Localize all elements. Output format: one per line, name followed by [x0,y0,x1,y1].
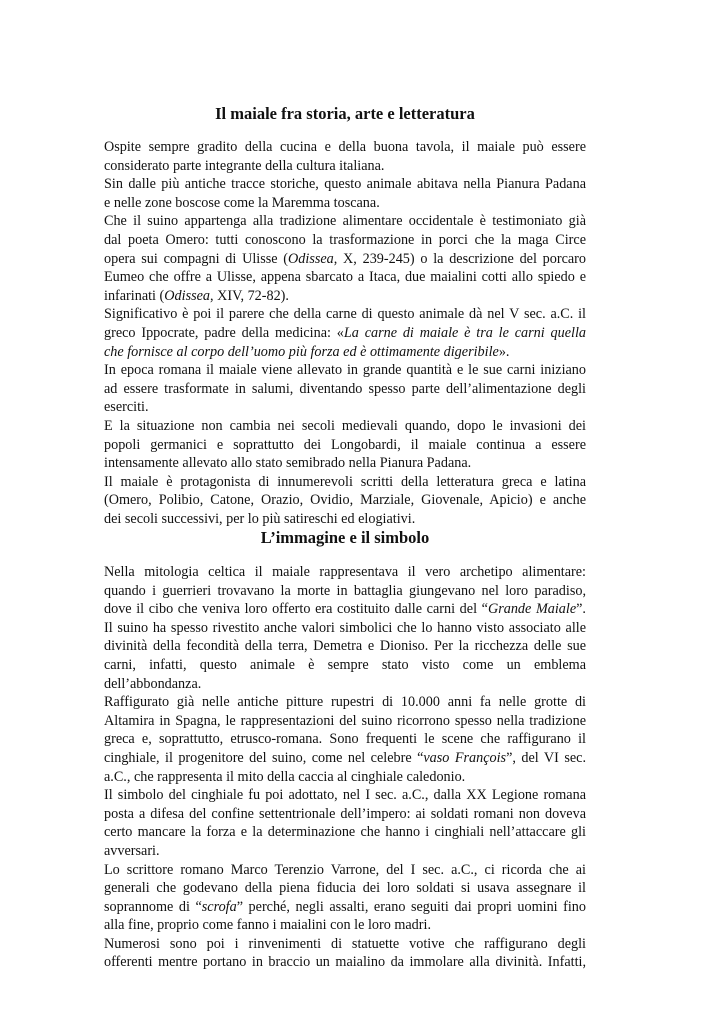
text-line: Nella mitologia celtica il maiale rappresentava il vero archetipo alimentare: [104,564,586,580]
text-line: In epoca romana il maiale viene allevato in grande quantità e le sue carni iniziano [104,362,586,379]
text-line: Numerosi sono poi i rinvenimenti di statuette votive che raffigurano degli [104,935,586,952]
text-line: certo mancare la forza e la determinazione che hanno i cinghiali nell’attaccare gli [104,824,586,841]
text-line: ad essere trasformate in salumi, diventando spesso parte dell’alimentazione degli [104,380,586,397]
text-line: Ospite sempre gradito della cucina e della buona tavola, il maiale può essere [104,139,586,155]
text-line: posta a difesa del confine settentrionale dell’impero: ai soldati romani non doveva [104,805,586,822]
italic-term: Grande Maiale [487,601,577,618]
text-line: opera sui compagni di Ulisse (Odissea, X, 239-245) o la descrizione del porcaro [104,250,586,267]
italic-quote: La carne di maiale è tra le carni quella [343,324,586,341]
text-line: considerato parte integrante della cultura italiana. [104,157,385,174]
text-line: dove il cibo che veniva loro offerto era costituito dalle carni del “Grande Maiale”. [104,601,586,618]
text-line: Il simbolo del cinghiale fu poi adottato, nel I sec. a.C., dalla XX Legione romana [104,787,586,804]
section-body-history [104,138,586,528]
text-line: dei secoli successivi, per lo più satireschi ed elogiativi. [104,510,416,527]
text-line: greca e, soprattutto, etrusco-romana. Sono frequenti le scene che raffigurano il [104,731,586,748]
italic-term: scrofa [201,898,237,915]
italic-title: Odissea [164,287,210,304]
text-line: a.C., che rappresenta il mito della caccia al cinghiale caledonio. [104,768,466,785]
text-line: Il maiale è protagonista di innumerevoli scritti della letteratura greca e latina [104,473,586,490]
text-line: (Omero, Polibio, Catone, Orazio, Ovidio, Marziale, Giovenale, Apicio) e anche [104,492,586,509]
text-line: che fornisce al corpo dell’uomo più forza ed è ottimamente digeribile». [104,343,510,360]
text-line: offerenti mentre portano in braccio un maialino da immolare alla divinità. Infatti, [104,954,586,971]
text-line: Lo scrittore romano Marco Terenzio Varrone, del I sec. a.C., ci ricorda che ai [104,861,586,878]
section-title-symbol: L’immagine e il simbolo [260,528,430,547]
text-line: Che il suino appartenga alla tradizione alimentare occidentale è testimoniato già [104,213,586,230]
text-line: e nelle zone boscose come la Maremma toscana. [104,194,380,211]
italic-term: vaso François [423,749,507,766]
text-line: cinghiale, il progenitore del suino, come nel celebre “vaso François”, del VI sec. [104,749,586,766]
text-line: Altamira in Spagna, le rappresentazioni del suino ricorrono spesso nella tradizione [104,712,586,729]
text-line: soprannome di “scrofa” perché, negli assalti, erano seguiti dai propri uomini fino [104,898,586,915]
text-line: alla fine, proprio come fanno i maialini con le loro madri. [104,917,431,934]
text-line: Sin dalle più antiche tracce storiche, questo animale abitava nella Pianura Padana [104,176,586,193]
text-line: eserciti. [104,399,149,416]
text-line: E la situazione non cambia nei secoli medievali quando, dopo le invasioni dei [104,417,586,434]
text-line: carni, infatti, questo animale è sempre stato visto come un emblema [104,656,586,673]
text-line: dell’abbondanza. [104,675,202,692]
text-line: dal poeta Omero: tutti conoscono la trasformazione in porci che la maga Circe [104,231,586,248]
section-title-history: Il maiale fra storia, arte e letteratura [215,104,475,123]
italic-title: Odissea [288,250,334,267]
text-line: quando i guerrieri trovavano la morte in battaglia giungevano nel loro paradiso, [104,582,586,599]
text-line: Eumeo che offre a Ulisse, appena sbarcato a Itaca, due maialini cotti allo spiedo e [104,269,586,286]
text-line: Raffigurato già nelle antiche pitture rupestri di 10.000 anni fa nelle grotte di [104,694,586,711]
text-line: intensamente allevato allo stato semibrado nella Pianura Padana. [104,455,472,472]
text-line: divinità della fecondità della terra, Demetra e Dioniso. Per la ricchezza delle sue [104,638,586,655]
text-line: popoli germanici e soprattutto dei Longobardi, il maiale continua a essere [104,436,586,453]
text-line: generali che godevano della piena fiducia dei loro soldati si usava assegnare il [104,880,586,897]
text-line: infarinati (Odissea, XIV, 72-82). [104,287,289,304]
italic-quote: che fornisce al corpo dell’uomo più forza ed è ottimamente digeribile [104,343,499,360]
text-line: greco Ippocrate, padre della medicina: «La carne di maiale è tra le carni quella [104,324,586,341]
text-line: avversari. [104,842,160,859]
text-line: Significativo è poi il parere che della carne di questo animale dà nel V sec. a.C. il [104,306,586,323]
text-line: Il suino ha spesso rivestito anche valori simbolici che lo hanno visto associato alle [104,619,586,636]
section-body-symbol [104,563,586,972]
